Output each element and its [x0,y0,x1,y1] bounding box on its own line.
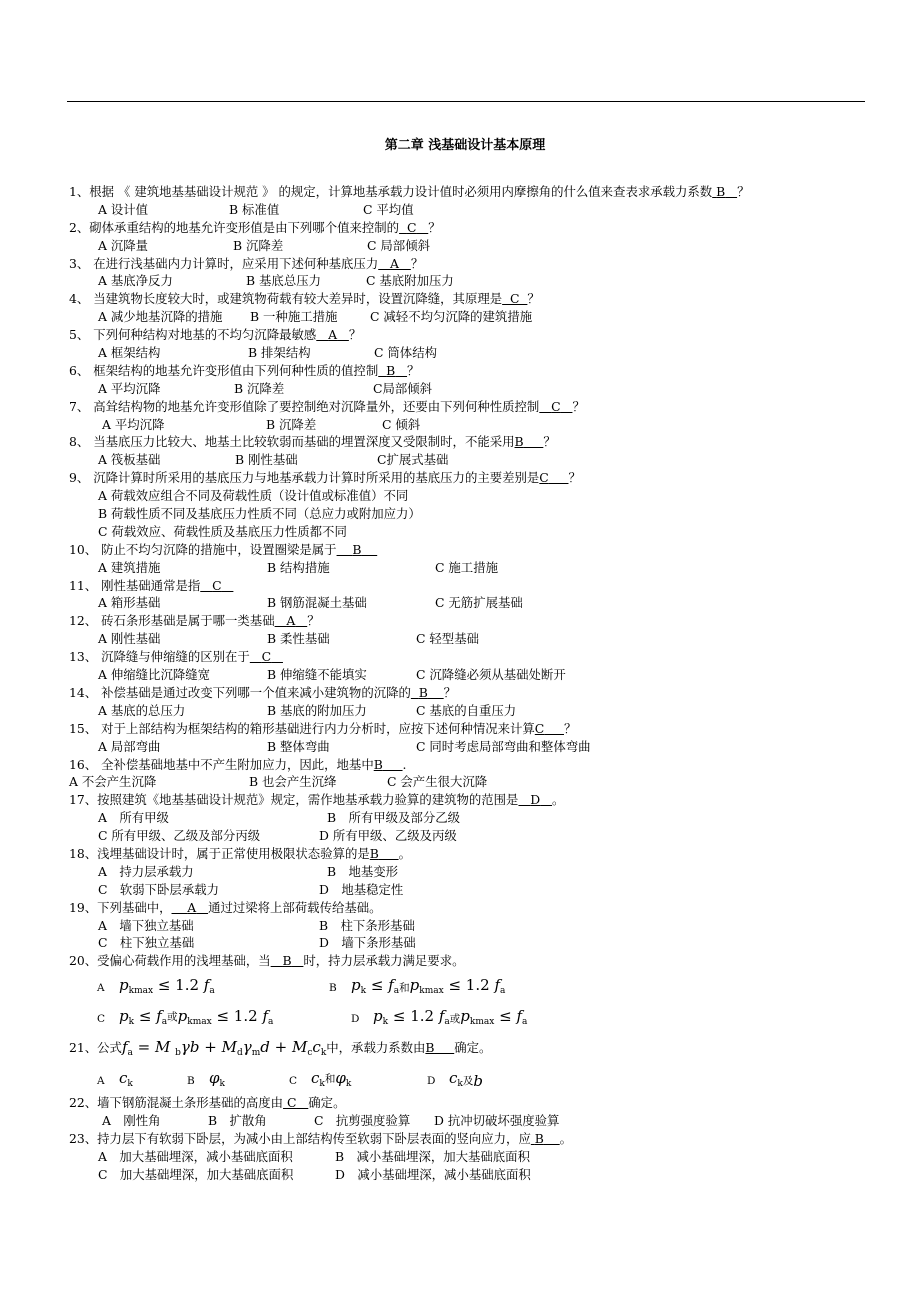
formula-21: $f_a = M$ $_b\gamma b + M_d\gamma_md + M_cc_k$ [121,1038,327,1059]
option-9b: B 荷载性质不同及基底压力性质不同（总应力或附加应力） [98,506,421,522]
options-4: A 减少地基沉降的措施 B 一种施工措施 C 减轻不均匀沉降的建筑措施 [98,309,533,325]
options-6: A 平均沉降 B 沉降差 C局部倾斜 [98,380,433,396]
options-18b: C 软弱下卧层承载力 D 地基稳定性 [98,881,404,897]
options-13: A 伸缩缝比沉降缝宽 B 伸缩缝不能填实 C 沉降缝必须从基础处断开 [98,667,566,683]
header-rule [67,101,865,102]
options-7: A 平均沉降 B 沉降差 C 倾斜 [102,416,421,432]
options-8: A 筏板基础 B 刚性基础 C扩展式基础 [98,452,449,468]
formula-20b: $p_k \le f_a$ [351,976,400,997]
question-7: 7、 高耸结构物的地基允许变形值除了要控制绝对沉降量外，还要由下列何种性质控制 C ？ [69,398,585,414]
option-9c: C 荷载效应、荷载性质及基底压力性质都不同 [98,523,347,539]
options-2: A 沉降量 B 沉降差 C 局部倾斜 [98,237,430,253]
formula-options-20ab: A $p_{kmax} \le 1.2$ $f_a$ B $p_k \le f_a$和$p_{kmax} \le 1.2$ $f_a$ [69,970,869,1001]
question-13: 13、 沉降缝与伸缩缝的区别在于 C [69,649,272,665]
options-22: A 刚性角 B 扩散角 C 抗剪强度验算 D 抗冲切破坏强度验算 [102,1113,560,1129]
question-1: 1、根据 《 建筑地基基础设计规范 》 的规定，计算地基承载力设计值时必须用内摩擦角的什么值来查表求承载力系数 B ？ [69,184,750,199]
formula-options-21: A $c_k$ B $\varphi_k$ C $c_k$和$\varphi_k$ D $c_k$及b [97,1069,483,1091]
question-5: 5、 下列何种结构对地基的不均匀沉降最敏感 A ？ [69,327,362,343]
options-17a: A 所有甲级 B 所有甲级及部分乙级 [98,810,461,826]
question-6: 6、 框架结构的地基允许变形值由下列何种性质的值控制 B ？ [69,362,420,378]
formula-20d: $p_k \le 1.2$ $f_a$ [373,1007,450,1028]
question-10: 10、 防止不均匀沉降的措施中，设置圈梁是属于 B [69,541,362,557]
formula-20c: $p_k \le f_a$ [119,1007,168,1028]
options-23a: A 加大基础埋深，减小基础底面积 B 减小基础埋深，加大基础底面积 [98,1148,530,1164]
formula-20a: $p_{kmax} \le 1.2$ $f_a$ [119,976,215,997]
formula-options-20cd: C $p_k \le f_a$或$p_{kmax} \le 1.2$ $f_a$ D $p_k \le 1.2$ $f_a$或$p_{kmax} \le f_a$ [97,1007,528,1028]
options-1: A 设计值 B 标准值 C 平均值 [98,201,414,217]
question-22: 22、墙下钢筋混凝土条形基础的高度由 C 确定。 [69,1095,346,1111]
answer-1: B [716,184,726,199]
question-15: 15、 对于上部结构为框架结构的箱形基础进行内力分析时，应按下述何种情况来计算C ？ [69,720,577,736]
question-list [69,183,869,1184]
question-21: 21、公式$f_a = M$ $_b\gamma b + M_d\gamma_md + M_cc_k$中，承载力系数由B 确定。 [69,1038,492,1059]
question-12: 12、 砖石条形基础是属于哪一类基础 A ？ [69,613,320,629]
option-9a: A 荷载效应组合不同及荷载性质（设计值或标准值）不同 [98,488,409,504]
options-3: A 基底净反力 B 基底总压力 C 基底附加压力 [98,273,454,289]
question-4: 4、 当建筑物长度较大时，或建筑物荷载有较大差异时，设置沉降缝，其原理是 C ？ [69,291,540,307]
question-14: 14、 补偿基础是通过改变下列哪一个值来减小建筑物的沉降的 B ？ [69,684,457,700]
question-19: 19、下列基础中， A 通过过梁将上部荷载传给基础。 [69,899,382,915]
options-16: A 不会产生沉降 B 也会产生沉绛 C 会产生很大沉降 [69,774,488,790]
options-19a: A 墙下独立基础 B 柱下条形基础 [98,917,415,933]
options-15: A 局部弯曲 B 整体弯曲 C 同时考虑局部弯曲和整体弯曲 [98,738,591,754]
question-20: 20、受偏心荷载作用的浅埋基础，当 B 时，持力层承载力满足要求。 [69,953,465,969]
question-18: 18、浅埋基础设计时，属于正常使用极限状态验算的是B 。 [69,845,411,861]
question-11: 11、 刚性基础通常是指 C [69,577,222,593]
options-5: A 框架结构 B 排架结构 C 筒体结构 [98,345,437,361]
question-3: 3、 在进行浅基础内力计算时，应采用下述何种基底压力 A ？ [69,255,424,271]
question-16: 16、 全补偿基础地基中不产生附加应力，因此，地基中B . [69,756,407,772]
question-9: 9、 沉降计算时所采用的基底压力与地基承载力计算时所采用的基底压力的主要差别是C ？ [69,470,581,486]
options-12: A 刚性基础 B 柔性基础 C 轻型基础 [98,631,479,647]
question-17: 17、按照建筑《地基基础设计规范》规定，需作地基承载力验算的建筑物的范围是 D 。 [69,792,565,808]
options-10: A 建筑措施 B 结构措施 C 施工措施 [98,559,498,575]
options-14: A 基底的总压力 B 基底的附加压力 C 基底的自重压力 [98,702,517,718]
question-2: 2、砌体承重结构的地基允许变形值是由下列哪个值来控制的 C ？ [69,219,441,235]
chapter-title: 第二章 浅基础设计基本原理 [384,138,546,153]
question-23: 23、持力层下有软弱下卧层，为减小由上部结构传至软弱下卧层表面的竖向应力，应 B 。 [69,1130,573,1146]
options-18a: A 持力层承载力 B 地基变形 [98,863,399,879]
question-8: 8、 当基底压力比较大、地基土比较软弱而基础的埋置深度又受限制时，不能采用B ？ [69,434,556,450]
options-23b: C 加大基础埋深，加大基础底面积 D 减小基础埋深，减小基础底面积 [98,1166,531,1182]
options-19b: C 柱下独立基础 D 墙下条形基础 [98,935,416,951]
options-17b: C 所有甲级、乙级及部分丙级 D 所有甲级、乙级及丙级 [98,828,457,844]
options-11: A 箱形基础 B 钢筋混凝土基础 C 无筋扩展基础 [98,595,523,611]
